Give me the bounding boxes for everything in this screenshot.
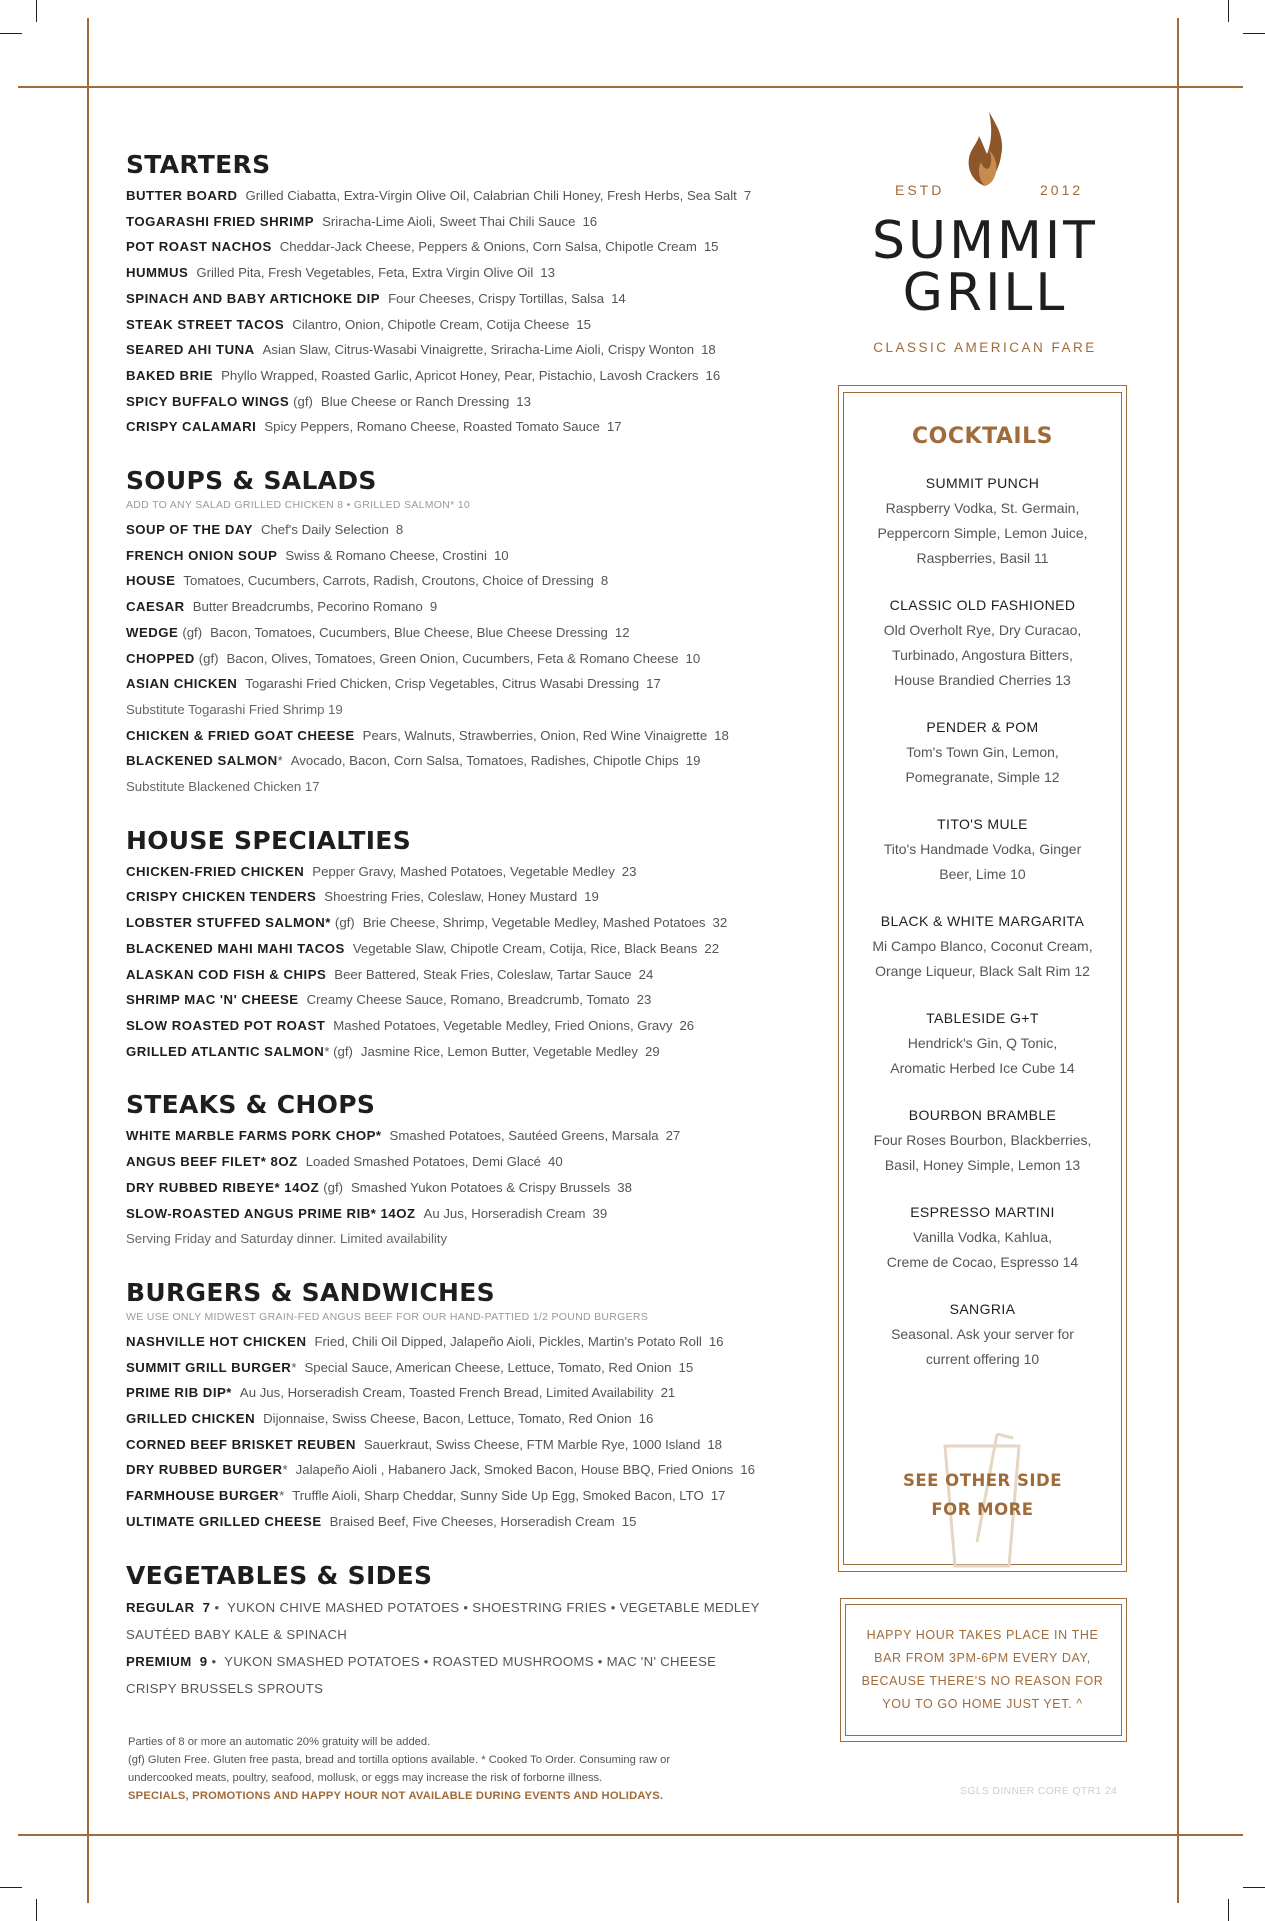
logo-line-2: GRILL	[902, 263, 1068, 323]
menu-item-price: 16	[740, 1462, 755, 1478]
cocktail-item	[840, 715, 1125, 790]
footer-gluten: (gf) Gluten Free. Gluten free pasta, bread and tortilla options available. * Cooked To Order. Consuming raw or	[128, 1754, 671, 1766]
cocktail-desc: Creme de Cocao, Espresso 14	[886, 1254, 1079, 1270]
cocktail-desc: Mi Campo Blanco, Coconut Cream,	[872, 938, 1093, 954]
logo-year: 2012	[1040, 182, 1084, 198]
menu-item	[126, 543, 796, 569]
menu-item-price: 29	[644, 1043, 660, 1059]
menu-item	[126, 568, 796, 594]
cocktail-item	[840, 593, 1125, 693]
section-note: WE USE ONLY MIDWEST GRAIN-FED ANGUS BEEF FOR OUR HAND-PATTIED 1/2 POUND BURGERS	[126, 1310, 649, 1323]
crop-mark	[1228, 1899, 1229, 1921]
menu-item-desc: Pears, Walnuts, Strawberries, Onion, Red Wine Vinaigrette	[362, 727, 708, 743]
sides-regular-line-2: SAUTÉED BABY KALE & SPINACH	[126, 1626, 348, 1642]
sides-regular-line: REGULAR 7 • YUKON CHIVE MASHED POTATOES • SHOESTRING FRIES • VEGETABLE MEDLEY	[126, 1599, 760, 1615]
frame-bottom-rule	[18, 1834, 1243, 1836]
cocktail-desc: Pomegranate, Simple 12	[905, 769, 1060, 785]
see-line-1: SEE OTHER SIDE	[903, 1471, 1062, 1490]
menu-item	[126, 723, 796, 749]
menu-item-desc: Braised Beef, Five Cheeses, Horseradish Cream	[329, 1513, 615, 1529]
menu-item	[126, 1175, 796, 1201]
menu-item-mark: *	[279, 1488, 285, 1504]
menu-item-price: 13	[516, 393, 531, 409]
cocktail-desc: Four Roses Bourbon, Blackberries,	[873, 1132, 1092, 1148]
menu-item-mark: * (gf)	[324, 1043, 353, 1059]
menu-item-desc: Four Cheeses, Crispy Tortillas, Salsa	[388, 290, 605, 306]
menu-item-price: 10	[493, 547, 509, 563]
crop-mark	[36, 1899, 37, 1921]
menu-item-price: 15	[678, 1359, 694, 1375]
menu-item-note: Substitute Blackened Chicken 17	[126, 779, 320, 795]
menu-item-price: 39	[592, 1205, 608, 1221]
menu-item	[126, 183, 796, 209]
menu-item	[126, 987, 796, 1013]
menu-item-desc: Grilled Ciabatta, Extra-Virgin Olive Oil, Calabrian Chili Honey, Fresh Herbs, Sea Salt	[245, 188, 737, 203]
section-title: VEGETABLES & SIDES	[126, 1560, 433, 1590]
section-note: ADD TO ANY SALAD GRILLED CHICKEN 8 • GRILLED SALMON* 10	[126, 499, 471, 512]
menu-item-name: CRISPY CHICKEN TENDERS	[126, 889, 317, 905]
menu-item	[126, 859, 796, 885]
menu-item-price: 40	[548, 1154, 563, 1170]
menu-item-price: 16	[705, 367, 721, 383]
menu-item-name: SLOW ROASTED POT ROAST	[126, 1017, 326, 1033]
menu-item	[126, 1483, 796, 1509]
menu-item-desc: Grilled Pita, Fresh Vegetables, Feta, Extra Virgin Olive Oil	[196, 265, 534, 281]
see-line-2: FOR MORE	[931, 1500, 1034, 1519]
cocktail-desc: Aromatic Herbed Ice Cube 14	[890, 1060, 1075, 1076]
menu-item-desc: Shoestring Fries, Coleslaw, Honey Mustard	[324, 889, 578, 905]
menu-item-price: 21	[660, 1385, 676, 1401]
cocktail-desc: Orange Liqueur, Black Salt Rim 12	[875, 963, 1090, 979]
menu-item-desc: Sriracha-Lime Aioli, Sweet Thai Chili Sauce	[322, 213, 576, 229]
menu-item-name: POT ROAST NACHOS	[126, 239, 272, 255]
menu-item-desc: Creamy Cheese Sauce, Romano, Breadcrumb, Tomato	[306, 992, 630, 1008]
crop-mark	[1228, 0, 1229, 22]
sides-premium-line: PREMIUM 9 • YUKON SMASHED POTATOES • ROASTED MUSHROOMS • MAC 'N' CHEESE	[126, 1653, 717, 1669]
sides-premium-label: PREMIUM	[126, 1653, 192, 1669]
cocktail-name: SUMMIT PUNCH	[925, 475, 1040, 491]
menu-item-name: GRILLED ATLANTIC SALMON	[126, 1043, 325, 1059]
frame-right-rule	[1177, 18, 1179, 1903]
menu-item-price: 27	[665, 1128, 681, 1144]
menu-item-price: 18	[707, 1436, 722, 1452]
menu-item-name: STEAK STREET TACOS	[126, 316, 285, 332]
cocktail-desc: Old Overholt Rye, Dry Curacao,	[883, 622, 1082, 638]
menu-item	[126, 1432, 796, 1458]
menu-item-mark: (gf)	[198, 650, 219, 666]
menu-item-desc: Asian Slaw, Citrus-Wasabi Vinaigrette, Sriracha-Lime Aioli, Crispy Wonton	[262, 342, 695, 358]
menu-item-desc: Special Sauce, American Cheese, Lettuce, Tomato, Red Onion	[304, 1359, 672, 1375]
menu-item	[126, 1329, 796, 1355]
menu-item-name: SPICY BUFFALO WINGS	[126, 393, 290, 409]
menu-item-name: DRY RUBBED RIBEYE* 14OZ	[126, 1179, 320, 1195]
menu-item	[126, 1149, 796, 1175]
menu-item-price: 15	[703, 239, 719, 255]
menu-item-desc: Tomatoes, Cucumbers, Carrots, Radish, Croutons, Choice of Dressing	[183, 573, 594, 589]
menu-item-mark: (gf)	[182, 624, 203, 640]
menu-section	[126, 1090, 796, 1252]
menu-item-desc: Vegetable Slaw, Chipotle Cream, Cotija, Rice, Black Beans	[352, 940, 698, 956]
menu-item	[126, 594, 796, 620]
footer-specials: SPECIALS, PROMOTIONS AND HAPPY HOUR NOT AVAILABLE DURING EVENTS AND HOLIDAYS.	[128, 1790, 664, 1802]
menu-item-name: SLOW-ROASTED ANGUS PRIME RIB* 14OZ	[126, 1205, 416, 1221]
menu-item-name: CORNED BEEF BRISKET REUBEN	[126, 1436, 356, 1452]
menu-item-desc: Jalapeño Aioli , Habanero Jack, Smoked Bacon, House BBQ, Fried Onions	[295, 1462, 734, 1478]
menu-item-price: 38	[617, 1179, 632, 1195]
menu-item	[126, 312, 796, 338]
cocktail-desc: Raspberries, Basil 11	[916, 550, 1049, 566]
menu-item-desc: Smashed Yukon Potatoes & Crispy Brussels	[351, 1179, 611, 1195]
menu-item	[126, 1013, 796, 1039]
cocktail-name: ESPRESSO MARTINI	[910, 1204, 1055, 1220]
cocktail-item	[840, 1297, 1125, 1372]
cocktails-title: COCKTAILS	[912, 424, 1053, 449]
menu-item-name: CRISPY CALAMARI	[126, 419, 257, 435]
cocktail-desc: current offering 10	[925, 1351, 1040, 1367]
menu-item-desc: Bacon, Olives, Tomatoes, Green Onion, Cucumbers, Feta & Romano Cheese	[226, 650, 679, 666]
menu-item-desc: Brie Cheese, Shrimp, Vegetable Medley, Mashed Potatoes	[362, 915, 706, 931]
cocktail-desc: Peppercorn Simple, Lemon Juice,	[877, 525, 1088, 541]
happy-hour-text	[854, 1624, 1111, 1716]
menu-item-name: WEDGE	[126, 624, 179, 640]
menu-item-price: 10	[685, 650, 701, 666]
menu-item-name: FRENCH ONION SOUP	[126, 547, 278, 563]
crop-mark	[36, 0, 37, 22]
menu-item-desc: Pepper Gravy, Mashed Potatoes, Vegetable Medley	[312, 863, 615, 879]
cocktail-desc: Raspberry Vodka, St. Germain,	[885, 500, 1080, 516]
menu-item-price: 19	[584, 889, 599, 905]
cocktail-list	[840, 471, 1125, 1372]
menu-item-price: 23	[636, 992, 652, 1008]
menu-item	[126, 646, 796, 672]
menu-item-name: ULTIMATE GRILLED CHEESE	[126, 1513, 322, 1529]
crop-mark	[1243, 33, 1265, 34]
menu-item-name: ALASKAN COD FISH & CHIPS	[126, 966, 327, 982]
menu-item-mark: (gf)	[293, 393, 313, 409]
section-vegetables-sides	[126, 1561, 796, 1702]
menu-item	[126, 884, 796, 910]
menu-item-name: BAKED BRIE	[126, 367, 214, 383]
frame-top-rule	[18, 86, 1243, 88]
menu-section	[126, 1278, 796, 1535]
menu-item-desc: Beer Battered, Steak Fries, Coleslaw, Tartar Sauce	[334, 966, 632, 982]
cocktail-item	[840, 812, 1125, 887]
menu-section	[126, 466, 796, 800]
menu-item	[126, 286, 796, 312]
cocktail-desc: Beer, Lime 10	[939, 866, 1026, 882]
menu-item-name: CHICKEN-FRIED CHICKEN	[126, 863, 305, 879]
menu-item	[126, 1457, 796, 1483]
menu-item-mark: *	[291, 1359, 297, 1375]
logo-name	[835, 211, 1135, 323]
menu-item-name: CHICKEN & FRIED GOAT CHEESE	[126, 727, 355, 743]
crop-mark	[0, 33, 22, 34]
menu-item	[126, 1509, 796, 1535]
cocktail-name: TITO'S MULE	[937, 816, 1028, 832]
happy-hour-line: HAPPY HOUR TAKES PLACE IN THE	[866, 1628, 1099, 1642]
menu-item-mark: *	[282, 1462, 288, 1478]
menu-item	[126, 1123, 796, 1149]
menu-code: SGLS DINNER CORE QTR1 24	[960, 1785, 1118, 1797]
menu-item	[126, 517, 796, 543]
menu-item-mark: (gf)	[334, 915, 355, 931]
menu-item-price: 15	[576, 316, 591, 332]
menu-item-desc: Fried, Chili Oil Dipped, Jalapeño Aioli, Pickles, Martin's Potato Roll	[314, 1333, 702, 1349]
footer-gratuity: Parties of 8 or more an automatic 20% gratuity will be added.	[128, 1736, 431, 1748]
menu-item-desc: Blue Cheese or Ranch Dressing	[320, 393, 510, 409]
cocktail-desc: House Brandied Cherries 13	[894, 672, 1071, 688]
menu-item-desc: Au Jus, Horseradish Cream, Toasted French Bread, Limited Availability	[239, 1385, 654, 1401]
frame-left-rule	[87, 18, 89, 1903]
section-title: SOUPS & SALADS	[126, 466, 377, 496]
section-title: STARTERS	[126, 150, 271, 179]
menu-item-desc: Cheddar-Jack Cheese, Peppers & Onions, Corn Salsa, Chipotle Cream	[279, 239, 697, 255]
menu-item-desc: Swiss & Romano Cheese, Crostini	[285, 547, 487, 563]
menu-item-desc: Au Jus, Horseradish Cream	[423, 1205, 586, 1221]
menu-item	[126, 962, 796, 988]
menu-sections	[126, 150, 796, 1535]
cocktail-desc: Basil, Honey Simple, Lemon 13	[884, 1157, 1081, 1173]
menu-item-mark: *	[277, 753, 283, 769]
menu-item	[126, 1406, 796, 1432]
menu-item-price: 16	[582, 213, 598, 229]
cocktail-desc: Tito's Handmade Vodka, Ginger	[883, 841, 1082, 857]
menu-item-name: CHOPPED	[126, 650, 195, 666]
happy-hour-line: BECAUSE THERE'S NO REASON FOR	[861, 1674, 1104, 1688]
cocktail-desc: Turbinado, Angostura Bitters,	[892, 647, 1073, 663]
menu-item	[126, 910, 796, 936]
menu-item-name: SHRIMP MAC 'N' CHEESE	[126, 992, 299, 1008]
happy-hour-line: YOU TO GO HOME JUST YET. ^	[882, 1697, 1083, 1711]
menu-item	[126, 936, 796, 962]
menu-item-name: WHITE MARBLE FARMS PORK CHOP*	[126, 1128, 382, 1144]
crop-mark	[1243, 1887, 1265, 1888]
sides-regular-label: REGULAR	[126, 1599, 195, 1615]
cocktail-desc: Tom's Town Gin, Lemon,	[906, 744, 1059, 760]
cocktail-item	[840, 909, 1125, 984]
menu-item-price: 9	[429, 599, 438, 615]
menu-item	[126, 389, 796, 415]
cocktail-item	[840, 1006, 1125, 1081]
menu-item-price: 17	[606, 419, 622, 435]
logo-line-1: SUMMIT	[872, 211, 1098, 271]
menu-item	[126, 209, 796, 235]
menu-item-desc: Togarashi Fried Chicken, Crisp Vegetables, Citrus Wasabi Dressing	[245, 676, 640, 692]
crop-mark	[0, 1887, 22, 1888]
menu-item-price: 24	[638, 966, 654, 982]
logo-estd: ESTD	[895, 182, 945, 198]
menu-item-price: 15	[621, 1513, 637, 1529]
cocktail-name: BLACK & WHITE MARGARITA	[880, 913, 1085, 929]
menu-section	[126, 826, 796, 1065]
cocktail-item	[840, 471, 1125, 571]
menu-item-name: HOUSE	[126, 573, 176, 589]
menu-item-desc: Phyllo Wrapped, Roasted Garlic, Apricot Honey, Pear, Pistachio, Lavosh Crackers	[221, 367, 699, 383]
section-title: BURGERS & SANDWICHES	[126, 1277, 495, 1307]
menu-item	[126, 1380, 796, 1406]
menu-item-desc: Bacon, Tomatoes, Cucumbers, Blue Cheese, Blue Cheese Dressing	[210, 624, 608, 640]
menu-item-name: GRILLED CHICKEN	[126, 1411, 256, 1427]
menu-item-name: ANGUS BEEF FILET* 8OZ	[126, 1154, 298, 1170]
menu-item-price: 8	[600, 573, 609, 589]
sides-regular-items: YUKON CHIVE MASHED POTATOES • SHOESTRING FRIES • VEGETABLE MEDLEY	[227, 1599, 760, 1615]
menu-item-name: BLACKENED MAHI MAHI TACOS	[126, 940, 345, 956]
menu-item-name: SOUP OF THE DAY	[126, 522, 253, 538]
cocktail-name: PENDER & POM	[926, 719, 1039, 735]
menu-item	[126, 234, 796, 260]
menu-section	[126, 150, 796, 440]
menu-item	[126, 1039, 796, 1065]
menu-item-price: 19	[685, 753, 701, 769]
menu-item	[126, 620, 796, 646]
menu-item-name: SPINACH AND BABY ARTICHOKE DIP	[126, 290, 381, 306]
menu-item-desc: Smashed Potatoes, Sautéed Greens, Marsala	[389, 1128, 659, 1144]
menu-item-desc: Cilantro, Onion, Chipotle Cream, Cotija Cheese	[292, 316, 570, 332]
menu-item-price: 18	[714, 727, 729, 743]
cocktail-item	[840, 1200, 1125, 1275]
menu-item-price: 16	[638, 1411, 654, 1427]
menu-item-desc: Dijonnaise, Swiss Cheese, Bacon, Lettuce, Tomato, Red Onion	[263, 1411, 632, 1427]
footer-consuming: undercooked meats, poultry, seafood, mollusk, or eggs may increase the risk of forborne illness.	[128, 1772, 603, 1784]
menu-item-desc: Loaded Smashed Potatoes, Demi Glacé	[305, 1154, 542, 1170]
cocktail-desc: Seasonal. Ask your server for	[891, 1326, 1074, 1342]
menu-item-desc: Sauerkraut, Swiss Cheese, FTM Marble Rye, 1000 Island	[363, 1436, 701, 1452]
menu-item-desc: Avocado, Bacon, Corn Salsa, Tomatoes, Radishes, Chipotle Chips	[290, 753, 679, 769]
menu-item	[126, 337, 796, 363]
flame-icon	[945, 110, 1025, 190]
menu-item	[126, 363, 796, 389]
menu-item-name: DRY RUBBED BURGER	[126, 1462, 283, 1478]
menu-item-price: 23	[621, 863, 637, 879]
menu-item-name: FARMHOUSE BURGER	[126, 1488, 280, 1504]
cocktail-name: CLASSIC OLD FASHIONED	[889, 597, 1076, 613]
menu-item-name: TOGARASHI FRIED SHRIMP	[126, 213, 315, 229]
menu-item-desc: Chef's Daily Selection	[260, 522, 389, 538]
menu-item-note: Substitute Togarashi Fried Shrimp 19	[126, 701, 343, 717]
cocktail-name: SANGRIA	[949, 1301, 1016, 1317]
cocktail-desc: Vanilla Vodka, Kahlua,	[912, 1229, 1053, 1245]
menu-footer	[128, 1733, 778, 1805]
menu-item-price: 13	[540, 265, 555, 281]
menu-item-desc: Spicy Peppers, Romano Cheese, Roasted Tomato Sauce	[264, 419, 600, 435]
menu-item-price: 8	[395, 522, 404, 538]
menu-item	[126, 414, 796, 440]
menu-item	[126, 671, 796, 697]
section-title: STEAKS & CHOPS	[126, 1090, 376, 1120]
menu-item-name: SEARED AHI TUNA	[126, 342, 255, 358]
menu-item-name: PRIME RIB DIP*	[126, 1385, 232, 1401]
section-title: HOUSE SPECIALTIES	[126, 825, 411, 855]
menu-item-desc: Jasmine Rice, Lemon Butter, Vegetable Medley	[360, 1043, 638, 1059]
cocktail-item	[840, 1103, 1125, 1178]
sides-regular-price: 7	[202, 1599, 211, 1615]
menu-item-name: SUMMIT GRILL BURGER	[126, 1359, 292, 1375]
menu-item-name: LOBSTER STUFFED SALMON*	[126, 915, 331, 931]
see-other-side	[840, 1466, 1125, 1524]
menu-item-name: BUTTER BOARD	[126, 188, 238, 203]
menu-item-price: 7	[743, 188, 752, 203]
sides-premium-line-2: CRISPY BRUSSELS SPROUTS	[126, 1680, 324, 1696]
menu-item-price: 26	[679, 1017, 695, 1033]
menu-item-desc: Butter Breadcrumbs, Pecorino Romano	[192, 599, 423, 615]
menu-item	[126, 1355, 796, 1381]
menu-item-price: 12	[614, 624, 630, 640]
sides-premium-price: 9	[199, 1653, 208, 1669]
cocktail-desc: Hendrick's Gin, Q Tonic,	[907, 1035, 1058, 1051]
menu-item-desc: Truffle Aioli, Sharp Cheddar, Sunny Side Up Egg, Smoked Bacon, LTO	[292, 1488, 704, 1504]
logo-tagline: CLASSIC AMERICAN FARE	[873, 340, 1097, 355]
menu-item-desc: Mashed Potatoes, Vegetable Medley, Fried Onions, Gravy	[333, 1017, 673, 1033]
menu-item-name: NASHVILLE HOT CHICKEN	[126, 1333, 307, 1349]
menu-item-price: 17	[646, 676, 661, 692]
menu-item-name: BLACKENED SALMON	[126, 753, 278, 769]
menu-left-column	[126, 150, 796, 1728]
cocktail-name: TABLESIDE G+T	[926, 1010, 1039, 1026]
menu-item	[126, 1201, 796, 1227]
happy-hour-line: BAR FROM 3PM-6PM EVERY DAY,	[874, 1651, 1091, 1665]
menu-item-name: CAESAR	[126, 599, 185, 615]
menu-item	[126, 748, 796, 774]
sides-premium-items: YUKON SMASHED POTATOES • ROASTED MUSHROOMS • MAC 'N' CHEESE	[224, 1653, 717, 1669]
menu-item-price: 22	[704, 940, 720, 956]
menu-item-name: ASIAN CHICKEN	[126, 676, 238, 692]
menu-item-note: Serving Friday and Saturday dinner. Limited availability	[126, 1231, 448, 1247]
menu-item-price: 18	[701, 342, 716, 358]
cocktail-name: BOURBON BRAMBLE	[908, 1107, 1057, 1123]
menu-item-mark: (gf)	[323, 1179, 344, 1195]
menu-item-price: 16	[708, 1333, 724, 1349]
menu-item-price: 32	[712, 915, 728, 931]
menu-item-name: HUMMUS	[126, 265, 189, 281]
menu-item-price: 17	[710, 1488, 726, 1504]
cocktails-panel	[840, 390, 1125, 1519]
menu-item	[126, 260, 796, 286]
menu-item-price: 14	[611, 290, 626, 306]
